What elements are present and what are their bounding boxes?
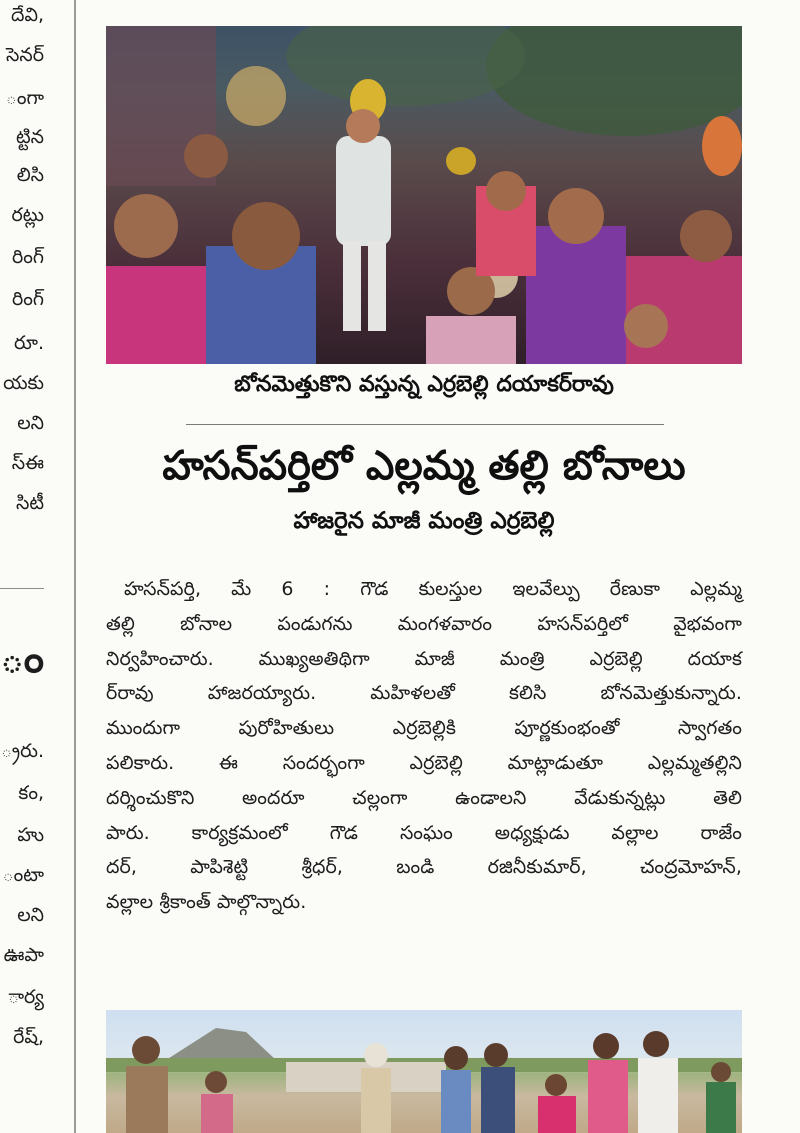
text-fragment: ్రరు. [1,740,44,762]
subheadline: హాజరైన మాజీ మంత్రి ఎర్రబెల్లి [293,508,555,534]
text-fragment: ార్య [8,986,44,1008]
text-fragment: రట్లు [11,204,44,226]
text-fragment: రింగ్ [12,288,44,310]
article-line: తల్లి బోనాల పండుగను మంగళవారం హసన్‌పర్తిలో వైభవంగా [106,612,742,635]
text-fragment: హు [17,824,44,846]
text-fragment: ఊపా [3,944,44,966]
text-fragment: దేవి, [11,4,44,26]
text-fragment: ంగా [5,87,44,109]
adjacent-column-fragment [0,0,48,1133]
text-fragment: స్ఈ [11,452,44,474]
text-fragment: లిసి [16,164,44,186]
article-line: పలికారు. ఈ సందర్భంగా ఎర్రబెల్లి మాట్లాడుతూ ఎల్లమ్మతల్లిని [106,751,742,774]
headline: హసన్‌పర్తిలో ఎల్లమ్మ తల్లి బోనాలు [162,442,686,489]
text-fragment: ంటా [2,864,44,886]
text-fragment: రింగ్ [12,246,44,268]
article-line: దర్శించుకొని అందరూ చల్లంగా ఉండాలని వేడుకున్నట్లు తెలి [106,786,742,809]
column-rule [0,588,44,589]
text-fragment: లని [17,904,44,926]
text-fragment: రూ. [14,332,44,354]
article-line: హసన్‌పర్తి, మే 6 : గౌడ కులస్తుల ఇలవేల్పు రేణుకా ఎల్లమ్మ [124,578,742,600]
photo-illustration [106,26,742,364]
text-fragment: రేష్, [13,1026,44,1048]
article-line: ర్‌రావు హాజరయ్యారు. మహిళలతో కలిసి బోనమెత్తుకున్నారు. [106,682,742,705]
article-line: నిర్వహించారు. ముఖ్యఅతిథిగా మాజీ మంత్రి ఎర్రబెల్లి దయాక [106,647,742,670]
photo-illustration [106,1010,742,1133]
text-fragment: సెనర్ [6,44,44,66]
photo-caption: బోనమెత్తుకొని వస్తున్న ఎర్రబెల్లి దయాకర్‌రావు [234,372,614,397]
article-body [106,572,742,920]
gathering-photo [106,1010,742,1133]
headline-fragment: ం [0,636,44,682]
bonalu-procession-photo [106,26,742,364]
text-fragment: కం, [18,782,44,804]
text-fragment: లని [17,412,44,434]
text-fragment: ట్టిన [15,126,44,148]
caption-rule [186,424,664,425]
text-fragment: సిటీ [15,492,44,514]
text-fragment: యకు [3,372,44,394]
column-divider [74,0,76,1133]
article-line: పారు. కార్యక్రమంలో గౌడ సంఘం అధ్యక్షుడు వల్లాల రాజేం [106,821,742,844]
article-line: వల్లాల శ్రీకాంత్ పాల్గొన్నారు. [106,891,307,914]
article-line: ముందుగా పురోహితులు ఎర్రబెల్లికి పూర్ణకుంభంతో స్వాగతం [106,717,742,740]
article-line: దర్, పాపిశెట్టి శ్రీధర్, బండి రజినీకుమార్, చంద్రమోహన్, [106,856,742,879]
